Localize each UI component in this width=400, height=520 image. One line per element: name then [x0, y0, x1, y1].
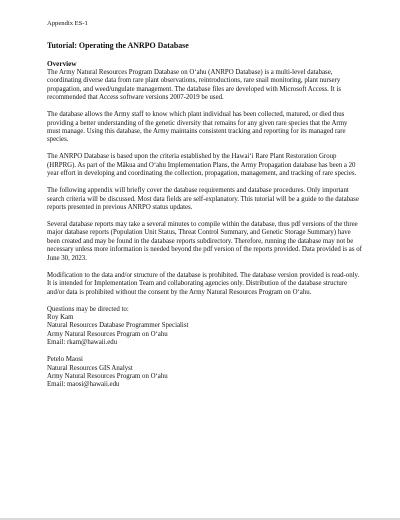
- appendix-label: Appendix ES-1: [47, 20, 88, 27]
- contact-block-1: [47, 306, 362, 348]
- overview-heading: Overview: [47, 60, 77, 68]
- contact-org: Army Natural Resources Program on O‘ahu: [47, 330, 168, 338]
- contact-name: Roy Kam: [47, 313, 74, 321]
- overview-paragraph-2: The database allows the Army staff to know which plant individual has been collected, matured, or died thus providing a better understanding of the genetic diversity that remains for any given rare species that the Army must manage. Using this database, the Army maintains consistent tracking and reporting for its managed rare species.: [47, 111, 348, 144]
- contact-title: Natural Resources GIS Analyst: [47, 364, 133, 372]
- overview-paragraph-1: The Army Natural Resources Program Database on O‘ahu (ANRPO Database) is a multi-level database, coordinating diverse data from rare plant observations, reintroductions, rare snail monitoring, plant nursery propagation, and weed/ungulate management. The database files are developed with Microsoft Access. It is recommended that Access software versions 2007-2019 be used.: [47, 69, 342, 102]
- questions-intro: Questions may be directed to:: [47, 305, 129, 313]
- contact-email: Email: rkam@hawaii.edu: [47, 339, 118, 347]
- overview-paragraph-6: Modification to the data and/or structure of the database is prohibited. The database version provided is read-only. It is intended for Implementation Team and collaborating agencies only. Distribution of the database structure and/or data is prohibited without the consent by the Army Natural Resources Program on O‘ahu.: [47, 271, 360, 296]
- contact-title: Natural Resources Database Programmer Specialist: [47, 322, 189, 330]
- overview-paragraph-5: Several database reports may take a several minutes to compile within the database, thus pdf versions of the three major database reports (Population Unit Status, Threat Control Summary, and Genetic Storage Summary) have been created and may be found in the database reports subdirectory. Therefore, running the database may not be necessary unless more information is needed beyond the pdf version of the reports provided. Data provided is as of June 30, 2023.: [47, 221, 362, 262]
- overview-paragraph-4: The following appendix will briefly cover the database requirements and database procedures. Only important search criteria will be discussed. Most data fields are self-explanatory. This tutorial will be a guide to the database reports presented in previous ANRPO status updates.: [47, 187, 359, 212]
- contact-block-2: [47, 356, 362, 390]
- overview-paragraph-3: The ANRPO Database is based upon the criteria established by the Hawai‘i Rare Plant Restoration Group (HRPRG). As part of the Mākua and O‘ahu Implementation Plans, the Army Propagation database has been a 20 year effort in developing and coordinating the collection, propagation, management, and tracking of rare species.: [47, 153, 357, 178]
- contact-email: Email: maosi@hawaii.edu: [47, 381, 120, 389]
- contact-org: Army Natural Resources Program on O‘ahu: [47, 372, 168, 380]
- contact-name: Petelo Maosi: [47, 356, 83, 364]
- document-title: Tutorial: Operating the ANRPO Database: [47, 41, 189, 50]
